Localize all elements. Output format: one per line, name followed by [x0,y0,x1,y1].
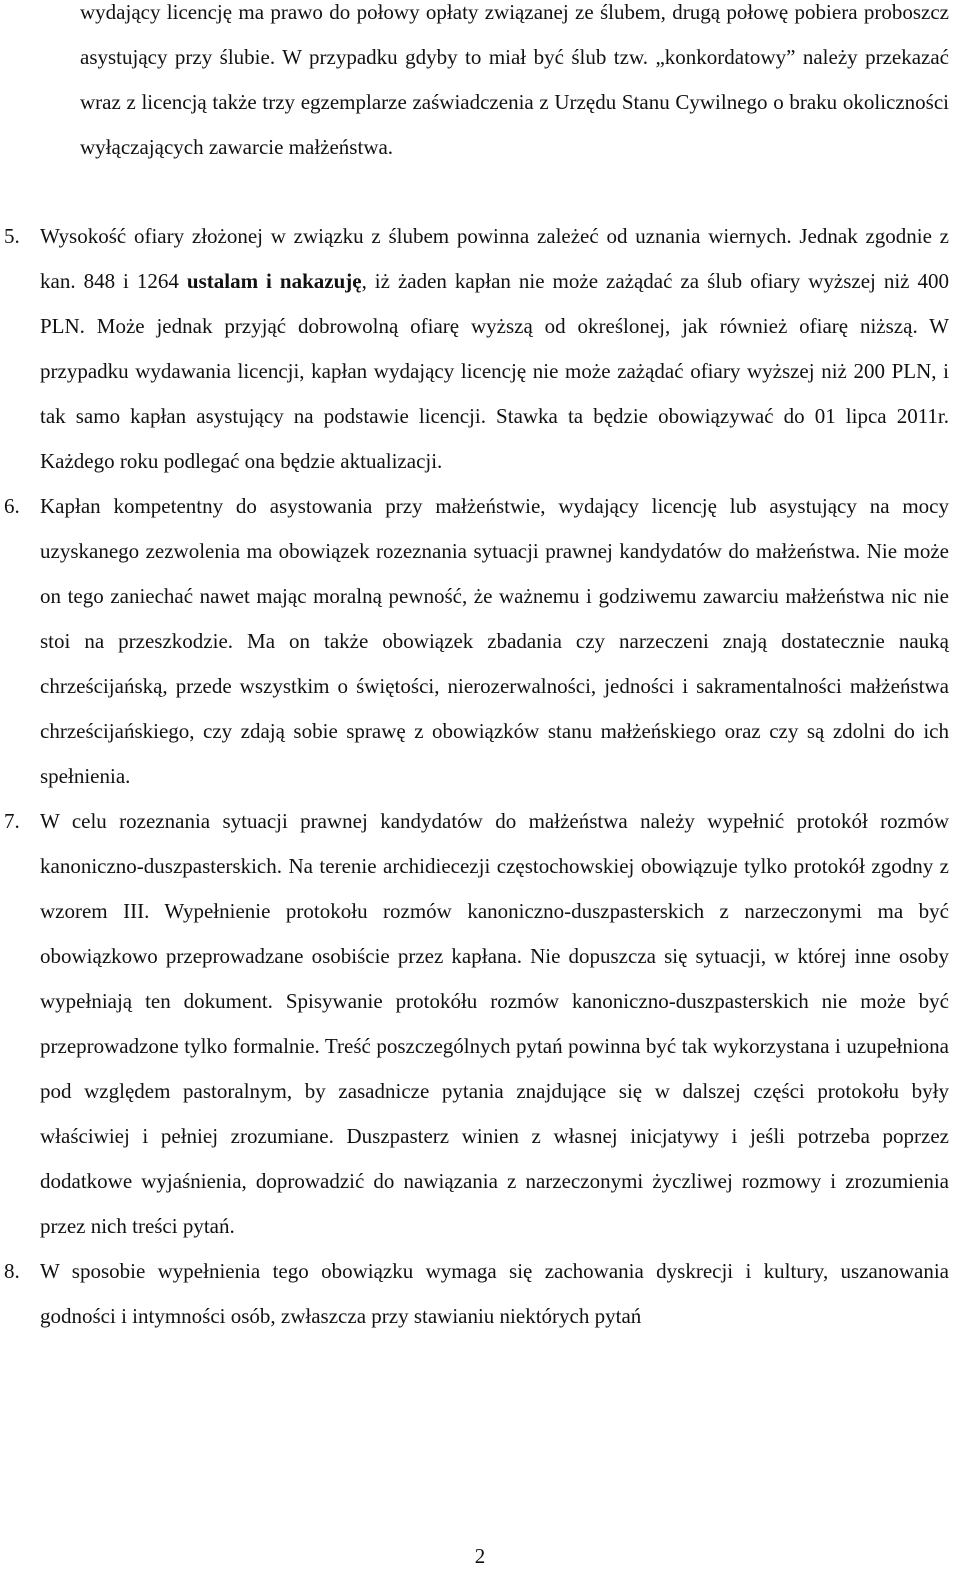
numbered-list [0,214,960,1339]
list-item-number: 7. [4,809,20,833]
list-item-7 [0,799,960,1249]
text-segment: , iż żaden kapłan nie może zażądać za ślub ofiary wyższej niż 400 PLN. Może jednak przyjąć dobrowolną ofiarę wyższą od określonej, jak również ofiarę niższą. W przypadku wydawania licencji, kapłan wydający licencję nie może zażądać ofiary wyższej niż 200 PLN, i tak samo kapłan asystujący na podstawie licencji. Stawka ta będzie obowiązywać do 01 lipca 2011r. Każdego roku podlegać ona będzie aktualizacji. [40,269,949,473]
list-item-text: W sposobie wypełnienia tego obowiązku wymaga się zachowania dyskrecji i kultury, uszanowania godności i intymności osób, zwłaszcza przy stawianiu niektórych pytań [40,1259,949,1328]
list-item-8 [0,1249,960,1339]
list-item-number: 8. [4,1259,20,1283]
list-item-number: 6. [4,494,20,518]
intro-paragraph: wydający licencję ma prawo do połowy opłaty związanej ze ślubem, drugą połowę pobiera proboszcz asystujący przy ślubie. W przypadku gdyby to miał być ślub tzw. „konkordatowy” należy przekazać wraz z licencją także trzy egzemplarze zaświadczenia z Urzędu Stanu Cywilnego o braku okoliczności wyłączających zawarcie małżeństwa. [80,0,949,159]
text-segment: Wysokość ofiary złożonej w związku z ślubem powinna zależeć od uznania wiernych. Jednak zgodnie z kan. 848 i 1264 [40,224,949,293]
page-number: 2 [474,1544,486,1568]
list-item-text [40,224,949,473]
emphasized-text: ustalam i nakazuję [186,269,362,293]
list-item-6 [0,484,960,799]
list-item-5 [0,214,960,484]
list-item-number: 5. [4,224,20,248]
list-item-text: Kapłan kompetentny do asystowania przy małżeństwie, wydający licencję lub asystujący na mocy uzyskanego zezwolenia ma obowiązek rozeznania sytuacji prawnej kandydatów do małżeństwa. Nie może on tego zaniechać nawet mając moralną pewność, że ważnemu i godziwemu zawarciu małżeństwa nic nie stoi na przeszkodzie. Ma on także obowiązek zbadania czy narzeczeni znają dostatecznie nauką chrześcijańską, przede wszystkim o świętości, nierozerwalności, jedności i sakramentalności małżeństwa chrześcijańskiego, czy zdają sobie sprawę z obowiązków stanu małżeńskiego oraz czy są zdolni do ich spełnienia. [40,494,949,788]
list-item-text: W celu rozeznania sytuacji prawnej kandydatów do małżeństwa należy wypełnić protokół rozmów kanoniczno-duszpasterskich. Na terenie archidiecezji częstochowskiej obowiązuje tylko protokół zgodny z wzorem III. Wypełnienie protokołu rozmów kanoniczno-duszpasterskich z narzeczonymi ma być obowiązkowo przeprowadzane osobiście przez kapłana. Nie dopuszcza się sytuacji, w której inne osoby wypełniają ten dokument. Spisywanie protokółu rozmów kanoniczno-duszpasterskich nie może być przeprowadzone tylko formalnie. Treść poszczególnych pytań powinna być tak wykorzystana i uzupełniona pod względem pastoralnym, by zasadnicze pytania znajdujące się w dalszej części protokołu były właściwiej i pełniej zrozumiane. Duszpasterz winien z własnej inicjatywy i jeśli potrzeba poprzez dodatkowe wyjaśnienia, doprowadzić do nawiązania z narzeczonymi życzliwej rozmowy i zrozumienia przez nich treści pytań. [40,809,949,1238]
